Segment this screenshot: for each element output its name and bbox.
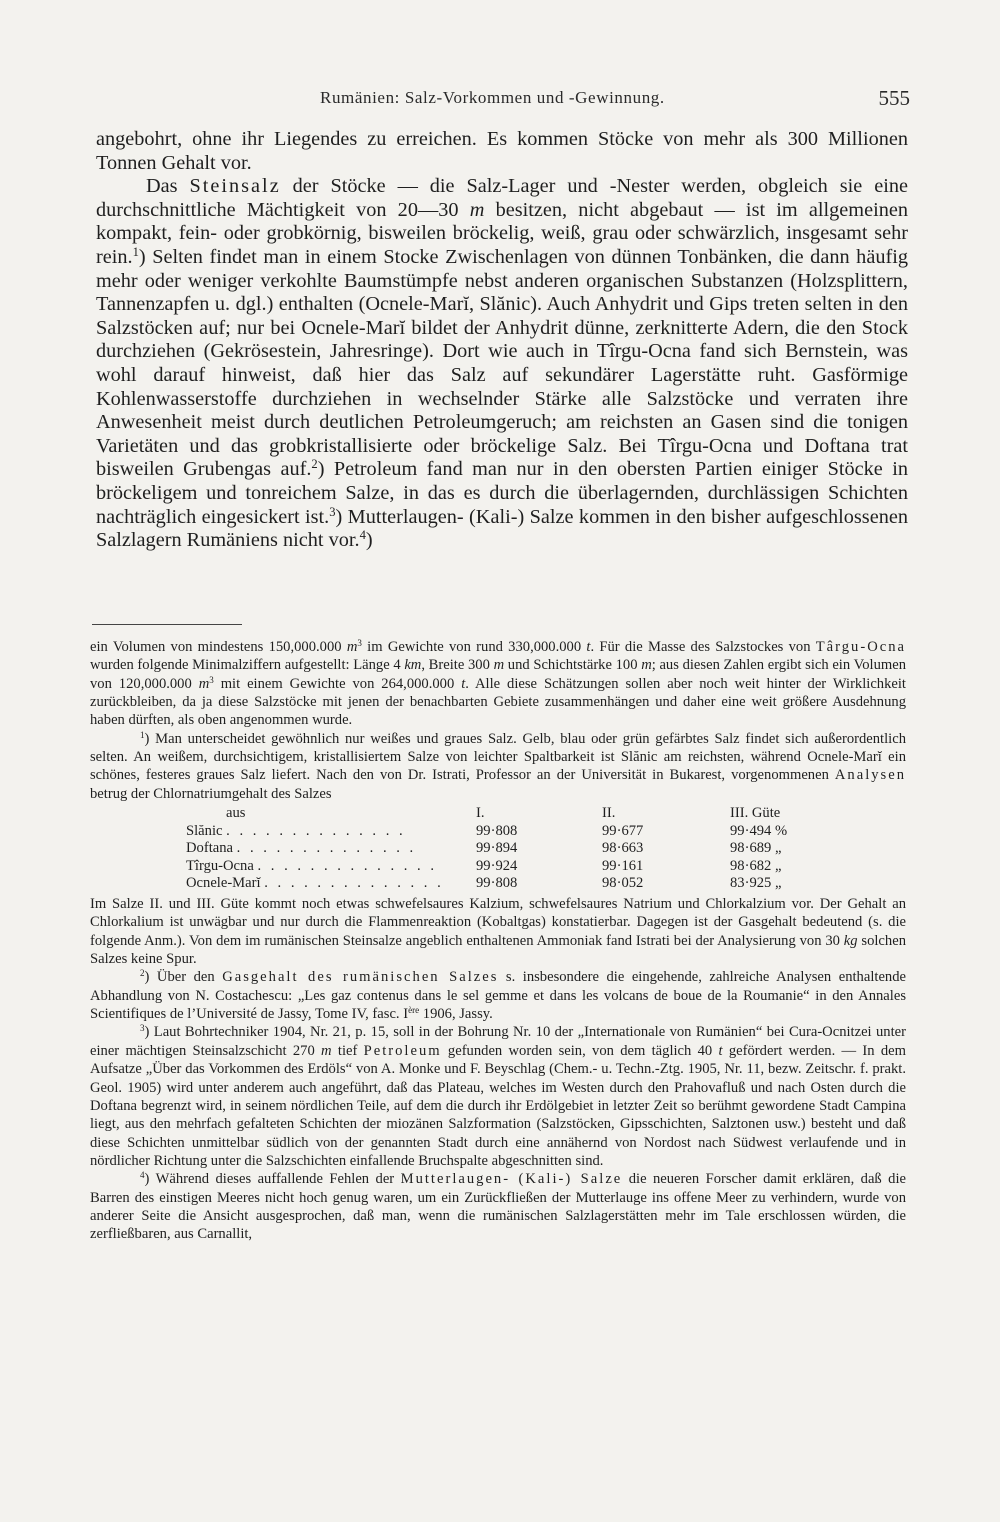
text-run: ) (365, 529, 373, 552)
paragraph (96, 128, 908, 175)
table-cell: 99·924 (476, 857, 518, 874)
chlornatrium-table (186, 805, 850, 893)
footnote-separator (92, 624, 242, 625)
unit: m (346, 639, 358, 655)
unit: kg (843, 932, 858, 949)
table-row (186, 840, 850, 858)
table-cell: 98·682 „ (730, 857, 782, 874)
dot-leader: . . . . . . . . . . . . . . (226, 822, 406, 839)
spaced-term: Gasgehalt des rumänischen Salzes (222, 969, 499, 986)
unit: m (198, 675, 210, 692)
footnotes (90, 638, 906, 1244)
text-run: ) Laut Bohrtechniker 1904, Nr. 21, p. 15, soll in der Bohrung Nr. 10 der „Internationale von Rumänien“ bei Cura-Ocnitzei unter einer mächtigen Steinsalzschicht 270 (90, 1024, 906, 1059)
table-cell: 99·677 (602, 822, 644, 839)
table-cell: 98·689 „ (730, 840, 782, 857)
footnote-3 (90, 1023, 906, 1170)
footnote-marker: 1 (140, 729, 145, 740)
spaced-term: Târgu-Ocna (815, 639, 906, 655)
text-run: ; aus diesen Zahlen ergibt sich ein Volumen von 120,000.000 (90, 657, 906, 692)
text-run: 1906, Jassy. (419, 1006, 493, 1023)
table-cell: 99·494 % (730, 822, 788, 839)
footnote-ref: 2 (311, 457, 318, 472)
text-run: wurden folgende Minimalziffern aufgestellt: Länge 4 (90, 657, 405, 674)
text-run: ) Selten findet man in einem Stocke Zwischenlagen von dünnen Tonbänken, die dann häufig mehr oder weniger verkohlte Baumstümpfe nebst anderen organischen Substanzen (Holzsplittern, Tannenzapfen u. dgl.) enthalten (Ocnele-Marĭ, Slănic). Auch Anhydrit und Gips treten selten in den Salzstöcken auf; nur bei Ocnele-Marĭ bildet der Anhydrit dünne, zerknitterte Adern, die den Stock durchziehen (Gekrösestein, Jahresringe). Dort wie auch in Tîrgu-Ocna fand sich Bernstein, was wohl darauf hinweist, daß hier das Salz auf sekundärer Lagerstätte ruht. Gasförmige Kohlenwasserstoffe durchziehen in wechselnder Stärke alle Salzstöcke und verraten ihre Anwesenheit meist durch deutlichen Petroleumgeruch; am reichsten an Gasen sind die tonigen Varietäten und das grobkristallisierte oder bröckelige Salz. Bei Tîrgu-Ocna und Doftana trat bisweilen Grubengas auf. (96, 245, 908, 481)
text-run: . Für die Masse des Salzstockes von (590, 639, 816, 655)
text-run: und Schichtstärke 100 (504, 657, 642, 674)
spaced-term: Petroleum (363, 1042, 442, 1059)
spaced-term: Analysen (834, 767, 906, 784)
unit: t (461, 675, 466, 692)
superscript: ère (408, 1005, 420, 1016)
table-cell: 98·052 (602, 875, 644, 892)
spaced-term: Mutterlaugen- (Kali-) Salze (400, 1171, 623, 1188)
table-row (186, 823, 850, 841)
footnote-ref: 4 (359, 528, 366, 543)
table-row (186, 875, 850, 893)
text-run: angebohrt, ohne ihr Liegendes zu erreichen. Es kommen Stöcke von mehr als 300 Millionen Tonnen Gehalt vor. (96, 128, 908, 174)
row-label: Doftana (186, 840, 234, 857)
text-run: Im Salze II. und III. Güte kommt noch etwas schwefelsaures Kalzium, schwefelsaures Natrium und Chlorkalzium vor. Der Gehalt an Chlorkalium ist unwägbar und nur durch die Flammenreaktion (Kobaltgas) konstatierbar. Dagegen ist der Gasgehalt bedeutend (s. die folgende Anm.). Von dem im rumänischen Steinsalze angeblich enthaltenen Ammoniak fand Istrati bei der Analysierung von 30 (90, 896, 906, 949)
footnote-marker: 4 (140, 1170, 145, 1181)
footnote-marker: 3 (140, 1023, 145, 1034)
footnote-4 (90, 1170, 906, 1243)
main-text (96, 128, 908, 553)
table-cell: 98·663 (602, 840, 644, 857)
text-run: , Breite 300 (421, 657, 494, 674)
paragraph (96, 175, 908, 553)
table-row (186, 858, 850, 876)
footnote-1 (90, 730, 906, 803)
text-run: tief (331, 1042, 364, 1059)
text-run: ) Man unterscheidet gewöhnlich nur weißes und graues Salz. Gelb, blau oder grün gefärbtes Salz findet sich außerordentlich selten. An weißem, durchsichtigem, kristallisiertem Salze von leichter Spaltbarkeit ist Slănic am reichsten, während Ocnele-Marĭ ein schönes, festeres graues Salz liefert. Nach den von Dr. Istrati, Professor an der Universität in Bukarest, vorgenommenen (90, 730, 906, 784)
footnote-ref: 3 (329, 504, 336, 519)
unit: t (586, 639, 591, 655)
footnote-1-continued (90, 895, 906, 968)
dot-leader: . . . . . . . . . . . . . . (236, 840, 417, 857)
text-run: . Alle diese Schätzungen sollen aber noch weit hinter der Wirklichkeit zurückbleiben, da ja diese Salzstöcke mit jenen der benachbarten Gebiete zusammenhängen und daher eine weit größere Ausdehnung haben dürften, als oben angenommen wurde. (90, 675, 906, 729)
unit: m (641, 657, 652, 674)
unit: t (718, 1042, 723, 1059)
footnote-marker: 2 (140, 968, 145, 979)
exponent: 3 (209, 674, 214, 685)
table-cell: 83·925 „ (730, 875, 782, 892)
text-run: ) Petroleum fand man nur in den obersten Partien einiger Stöcke in bröckeligem und tonreichem Salze, in das es durch die überlagernden, durchlässigen Schichten nachträglich eingesickert ist. (96, 458, 908, 528)
unit: m (321, 1042, 332, 1059)
unit: m (493, 657, 505, 674)
unit: m (469, 198, 485, 221)
spaced-term: Steinsalz (189, 175, 281, 198)
text-run: ) Mutterlaugen- (Kali-) Salze kommen in den bisher aufgeschlossenen Salzlagern Rumäniens nicht vor. (96, 505, 908, 552)
running-head: Rumänien: Salz-Vorkommen und -Gewinnung. (320, 88, 665, 107)
text-run: solchen Salzes keine Spur. (90, 932, 906, 968)
table-cell: 99·808 (476, 875, 518, 892)
text-run: die neueren Forscher damit erklären, daß die Barren des einstigen Meeres nicht hoch genug waren, um ein Zurückfließen der Mutterlauge ins offene Meer zu verhindern, wurde von anderer Seite die Ansicht ausgesprochen, daß man, wenn die rumänischen Salzlagerstätten mehr im Tale erschlossen würden, die zerfließbaren, aus Carnallit, (90, 1171, 906, 1243)
footnote-continuation (90, 638, 906, 730)
text-run: ein Volumen von mindestens 150,000.000 (90, 639, 347, 655)
unit: km (404, 657, 422, 674)
text-run: s. insbesondere die eingehende, zahlreiche Analysen enthaltende Abhandlung von N. Costachescu: „Les gaz contenus dans le sel gemme et dans les volcans de boue de la Roumanie“ in den Annales Scientifiques de l’Université de Jassy, Tome IV, fasc. I (90, 969, 906, 1023)
text-run: betrug der Chlornatriumgehalt des Salzes (90, 785, 332, 802)
row-label: Tîrgu-Ocna (186, 857, 254, 874)
row-label: Ocnele-Marĭ (186, 875, 261, 892)
text-run: mit einem Gewichte von 264,000.000 (213, 675, 462, 692)
page-number: 555 (878, 86, 910, 110)
table-header-col1: I. (476, 805, 485, 822)
text-run: der Stöcke — die Salz-Lager und -Nester werden, obgleich sie eine durchschnittliche Mächtigkeit von 20—30 (96, 175, 908, 221)
table-cell: 99·808 (476, 822, 518, 839)
dot-leader: . . . . . . . . . . . . . . (264, 875, 444, 892)
exponent: 3 (357, 638, 362, 649)
text-run: ) Über den (144, 969, 223, 986)
text-run: gefunden worden sein, von dem täglich 40 (441, 1042, 719, 1059)
text-run: Das (146, 175, 190, 198)
page-header (92, 86, 910, 114)
text-run: ) Während dieses auffallende Fehlen der (144, 1171, 401, 1188)
row-label: Slănic (186, 822, 223, 839)
text-run: im Gewichte von rund 330,000.000 (361, 639, 587, 655)
text-run: gefördert werden. — In dem Aufsatze „Über das Vorkommen des Erdöls“ von A. Monke und F. Beyschlag (Chem.- u. Techn.-Ztg. 1905, Nr. 11, bezw. Zeitschr. f. prakt. Geol. 1905) wird unter anderem auch angeführt, daß das Plateau, welches im Westen durch den Prahovafluß und nach Osten durch die Doftana begrenzt wird, in seinem nördlichen Teile, auf dem die durch ihr Erdölgebiet in letzter Zeit so berühmt gewordene Stadt Campina liegt, aus den mehrfach gefalteten Schichten der miozänen Salzformation (Salzstöcken, Gipsschichten, Salztonen usw.) besteht und daß diese Schichten unmittelbar südlich von der genannten Stadt durch eine annähernd von Nordost nach Südwest verlaufende und in nördlicher Richtung unter die Salzschichten einfallende Bruchspalte abgeschnitten sind. (90, 1042, 906, 1169)
table-header-row (186, 805, 850, 823)
text-run: besitzen, nicht abgebaut — ist im allgemeinen kompakt, fein- oder grobkörnig, bisweilen bröckelig, weiß, grau oder schwärzlich, insgesamt sehr rein. (96, 198, 909, 268)
dot-leader: . . . . . . . . . . . . . . (257, 857, 437, 874)
table-cell: 99·161 (602, 857, 644, 874)
table-header-col2: II. (602, 805, 616, 822)
footnote-2 (90, 968, 906, 1023)
table-header-aus: aus (226, 805, 246, 822)
table-header-col3: III. Güte (730, 805, 781, 822)
table-cell: 99·894 (476, 840, 518, 857)
footnote-ref: 1 (132, 245, 139, 260)
